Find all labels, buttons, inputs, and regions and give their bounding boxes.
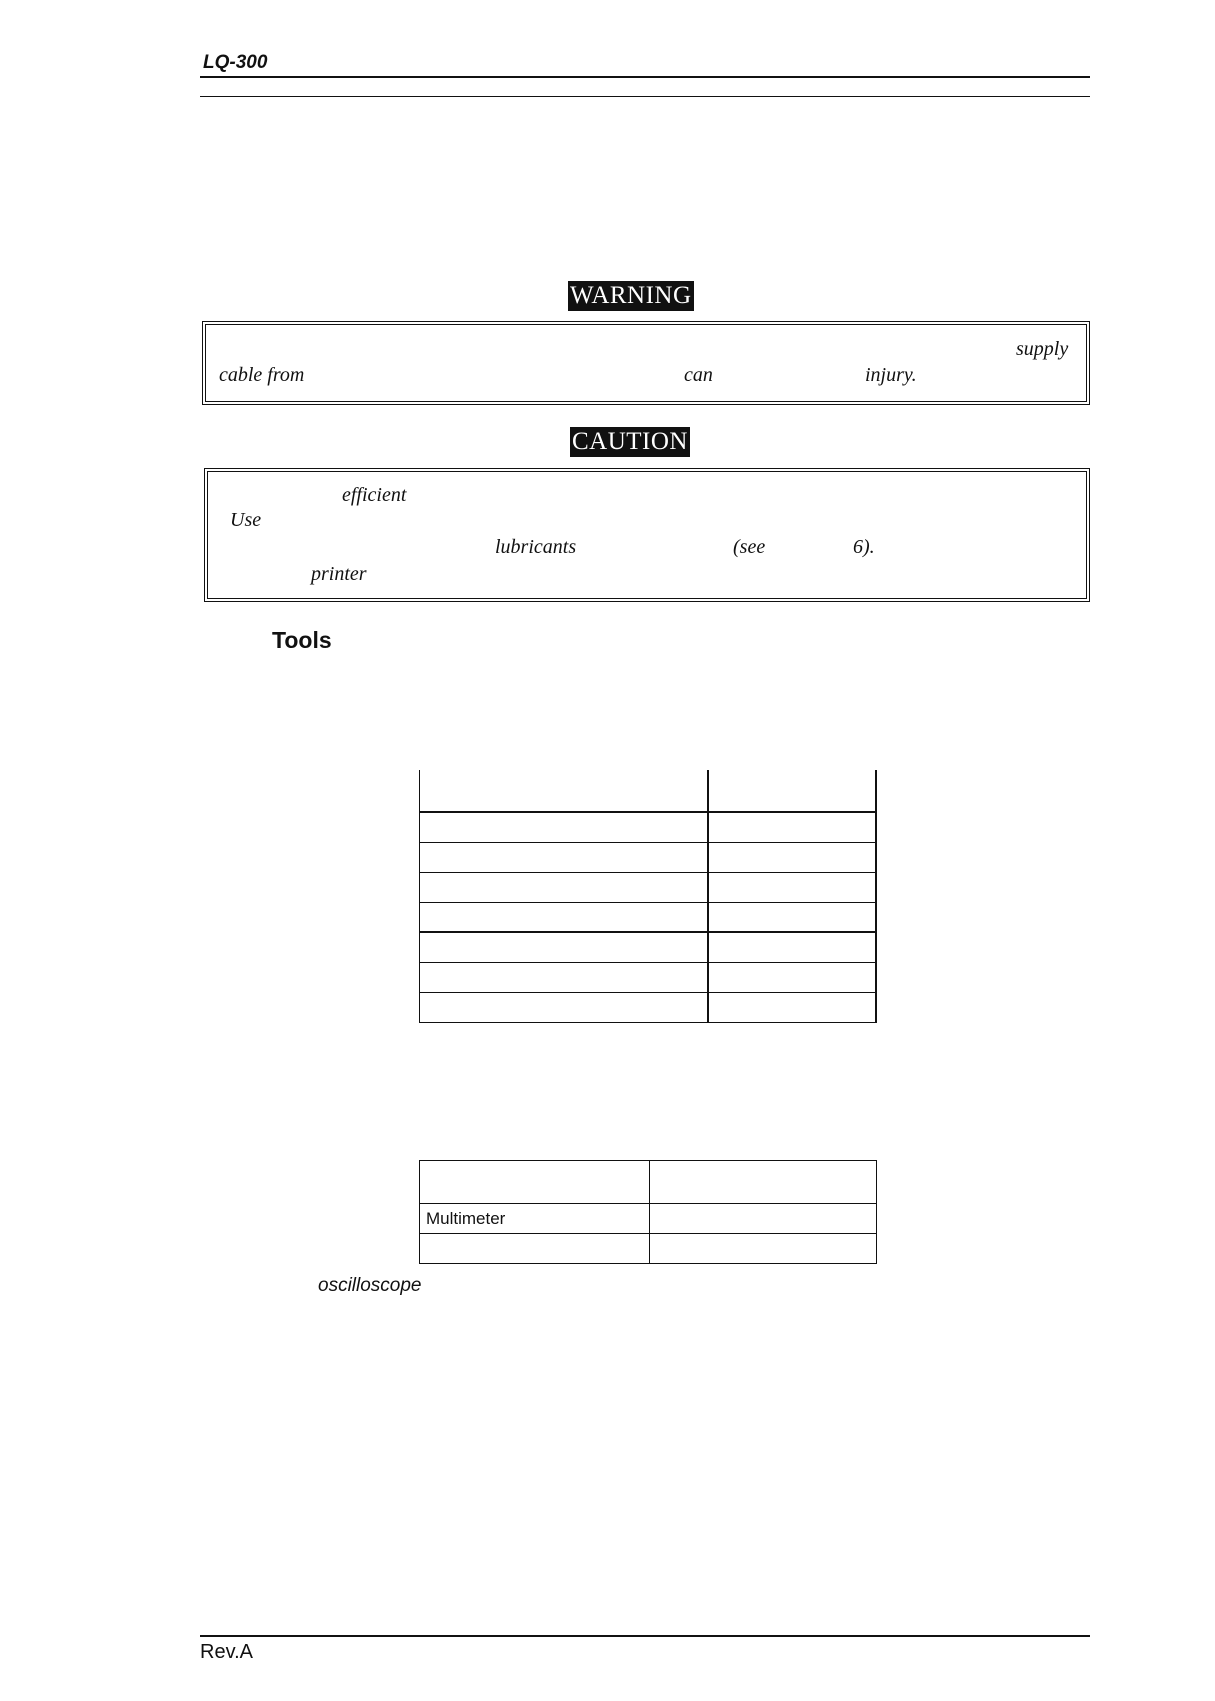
- table-cell: [708, 770, 877, 812]
- measurement-equipment-table: [419, 1160, 877, 1264]
- table-row: [420, 992, 877, 1022]
- table-cell: [420, 842, 708, 872]
- section-heading-tools: Tools: [272, 627, 332, 653]
- warning-banner: WARNING: [570, 282, 692, 309]
- caution-text-fragment: (see: [733, 536, 766, 558]
- warning-text-fragment: injury.: [865, 364, 917, 386]
- table-cell: [420, 1161, 650, 1204]
- header-rule-secondary: [200, 96, 1090, 97]
- caution-text-fragment: 6).: [853, 536, 875, 558]
- table-cell: [708, 842, 877, 872]
- table-cell: [650, 1161, 877, 1204]
- table-row: [420, 962, 877, 992]
- table-cell: [420, 1234, 650, 1264]
- table-cell-multimeter: Multimeter: [420, 1204, 650, 1234]
- table-cell: [708, 902, 877, 932]
- warning-text-fragment: can: [684, 364, 713, 386]
- table-cell: [420, 812, 708, 842]
- warning-box: [202, 321, 1090, 405]
- caution-banner: CAUTION: [572, 428, 688, 455]
- table-cell: [420, 932, 708, 962]
- table-cell: [650, 1204, 877, 1234]
- table-header-row: [420, 770, 877, 812]
- table-cell: [708, 812, 877, 842]
- table-cell: [650, 1234, 877, 1264]
- table-row: [420, 1234, 877, 1264]
- table-row: [420, 872, 877, 902]
- warning-text-fragment: cable from: [219, 364, 305, 386]
- table-cell: [420, 962, 708, 992]
- revision-label: Rev.A: [200, 1641, 253, 1663]
- table-row: [420, 1204, 877, 1234]
- table-row: [420, 902, 877, 932]
- table-cell: [708, 992, 877, 1022]
- table-row: [420, 842, 877, 872]
- footer-rule: [200, 1635, 1090, 1637]
- table-footnote: oscilloscope: [318, 1275, 422, 1296]
- table-cell: [708, 872, 877, 902]
- caution-text-fragment: lubricants: [495, 536, 577, 558]
- table-header-row: [420, 1161, 877, 1204]
- table-row: [420, 932, 877, 962]
- table-cell: [420, 770, 708, 812]
- table-cell: [420, 872, 708, 902]
- document-model: LQ-300: [203, 52, 268, 73]
- table-row: [420, 812, 877, 842]
- table-cell: [708, 962, 877, 992]
- caution-text-fragment: printer: [311, 563, 367, 585]
- header-rule: [200, 76, 1090, 78]
- tools-table: [419, 770, 877, 1023]
- table-cell: [420, 992, 708, 1022]
- table-cell: [420, 902, 708, 932]
- caution-text-fragment: efficient: [342, 484, 407, 506]
- table-cell: [708, 932, 877, 962]
- warning-text-fragment: supply: [1016, 338, 1069, 360]
- caution-text-fragment: Use: [230, 509, 262, 531]
